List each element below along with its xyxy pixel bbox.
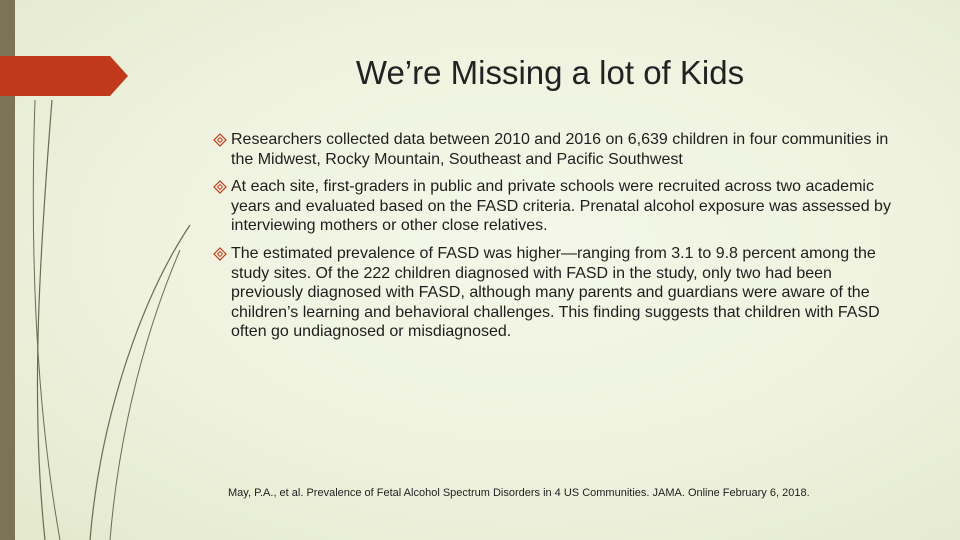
bullet-item [213, 244, 903, 342]
bullet-text: The estimated prevalence of FASD was higher—ranging from 3.1 to 9.8 percent among the study sites. Of the 222 children diagnosed with FASD in the study, only two had been previously diagnosed with FASD, although many parents and guardians were aware of the children’s learning and behavioral challenges. This finding suggests that children with FASD often go undiagnosed or misdiagnosed. [231, 244, 880, 341]
bullet-list [213, 130, 903, 350]
bullet-item [213, 130, 903, 169]
diamond-outline-icon [213, 247, 227, 261]
decorative-lines [0, 0, 200, 540]
diamond-outline-icon [213, 133, 227, 147]
citation: May, P.A., et al. Prevalence of Fetal Alcohol Spectrum Disorders in 4 US Communities. JAMA. Online February 6, 2018. [228, 487, 810, 499]
bullet-text: At each site, first-graders in public and private schools were recruited across two academic years and evaluated based on the FASD criteria. Prenatal alcohol exposure was assessed by interviewing mothers or other close relatives. [231, 178, 891, 235]
diamond-outline-icon [213, 180, 227, 194]
bullet-text: Researchers collected data between 2010 and 2016 on 6,639 children in four communities in the Midwest, Rocky Mountain, Southeast and Pacific Southwest [231, 131, 889, 168]
slide-title: We’re Missing a lot of Kids [355, 54, 745, 91]
bullet-item [213, 177, 903, 236]
